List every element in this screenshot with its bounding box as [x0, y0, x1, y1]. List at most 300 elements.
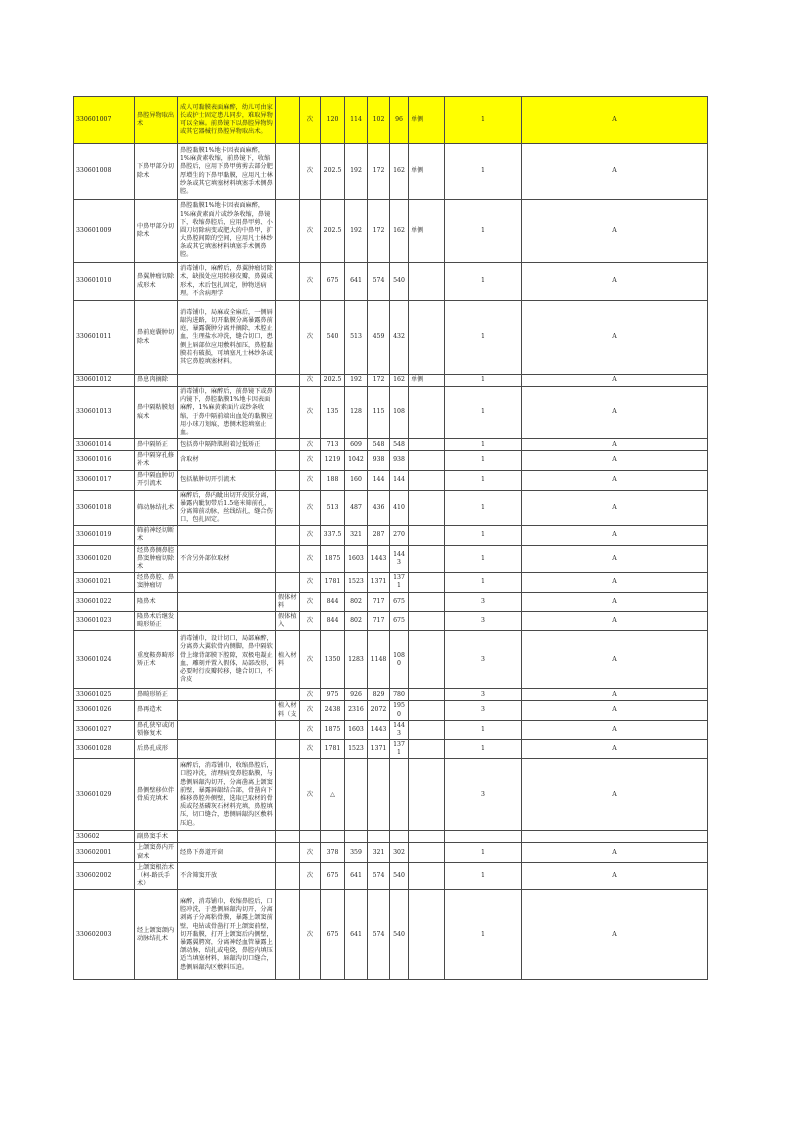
price-level-3-cell: 1443: [368, 720, 390, 739]
category-cell: 3: [445, 611, 522, 630]
item-content-cell: 麻醉后，鼻内眦出切开皮肤分离，暴露内眦韧带后1.5毫米筛前孔，分离筛前动脉，丝线结扎，缝合伤口，包扎固定。: [178, 490, 276, 526]
item-name-cell: 鼻中隔粘膜划痕术: [135, 387, 178, 439]
excluded-material-cell: [276, 263, 300, 301]
price-level-4-cell: [390, 831, 409, 843]
excluded-material-cell: [276, 451, 300, 470]
table-row: [74, 890, 708, 980]
price-level-3-cell: 287: [368, 526, 390, 545]
unit-cell: 次: [300, 720, 321, 739]
price-level-4-cell: 1371: [390, 740, 409, 759]
price-level-3-cell: 436: [368, 490, 390, 526]
item-name-cell: 鼻中隔血肿切开引流术: [135, 470, 178, 490]
price-level-4-cell: 410: [390, 490, 409, 526]
category-cell: 1: [445, 843, 522, 862]
note-cell: [409, 701, 445, 720]
excluded-material-cell: 假体材料: [276, 592, 300, 611]
unit-cell: 次: [300, 890, 321, 980]
excluded-material-cell: [276, 144, 300, 200]
price-level-4-cell: 675: [390, 592, 409, 611]
note-cell: [409, 843, 445, 862]
note-cell: [409, 759, 445, 831]
item-content-cell: [178, 831, 276, 843]
price-level-1-cell: 1781: [321, 740, 345, 759]
item-name-cell: 鼻孔狭窄或闭锁修复术: [135, 720, 178, 739]
price-level-2-cell: 192: [345, 144, 368, 200]
code-cell: 330601018: [74, 490, 135, 526]
item-content-cell: [178, 592, 276, 611]
price-level-1-cell: △: [321, 759, 345, 831]
table-row: [74, 592, 708, 611]
flag-cell: A: [522, 97, 708, 144]
unit-cell: 次: [300, 490, 321, 526]
table-row: [74, 490, 708, 526]
item-name-cell: 重度鞍鼻畸形矫正术: [135, 631, 178, 689]
unit-cell: 次: [300, 862, 321, 890]
code-cell: 330601010: [74, 263, 135, 301]
category-cell: 1: [445, 526, 522, 545]
item-content-cell: [178, 720, 276, 739]
price-level-4-cell: 302: [390, 843, 409, 862]
price-level-3-cell: 1371: [368, 573, 390, 592]
price-level-4-cell: 96: [390, 97, 409, 144]
price-level-4-cell: 780: [390, 689, 409, 701]
flag-cell: A: [522, 740, 708, 759]
note-cell: [409, 720, 445, 739]
table-row: [74, 375, 708, 387]
table-row: [74, 470, 708, 490]
category-cell: 1: [445, 97, 522, 144]
unit-cell: 次: [300, 200, 321, 263]
price-level-1-cell: 1875: [321, 720, 345, 739]
note-cell: [409, 862, 445, 890]
item-content-cell: 麻醉，消毒铺巾，收缩鼻腔后，口腔冲洗，于患侧唇龈沟切开，分离剥离子分离粘骨膜，暴露上颌窦前壁，电钻或骨凿打开上颌窦前壁，切开黏膜，打开上颌窦后内侧壁，暴露翼腭窝，分离神经血管暴露上颌动脉，结扎或电烧，鼻腔内填压适当填塞材料，唇龈沟切口缝合，患侧唇龈沟区敷料压迫。: [178, 890, 276, 980]
unit-cell: 次: [300, 759, 321, 831]
unit-cell: 次: [300, 439, 321, 451]
item-name-cell: 上颌窦鼻内开窗术: [135, 843, 178, 862]
code-cell: 330601023: [74, 611, 135, 630]
excluded-material-cell: [276, 843, 300, 862]
unit-cell: 次: [300, 526, 321, 545]
category-cell: 1: [445, 387, 522, 439]
price-level-1-cell: 1350: [321, 631, 345, 689]
excluded-material-cell: [276, 689, 300, 701]
price-level-2-cell: 1603: [345, 720, 368, 739]
code-cell: 330601029: [74, 759, 135, 831]
price-level-2-cell: [345, 831, 368, 843]
price-level-4-cell: 270: [390, 526, 409, 545]
code-cell: 330601028: [74, 740, 135, 759]
item-name-cell: 鼻再造术: [135, 701, 178, 720]
price-level-1-cell: 675: [321, 263, 345, 301]
price-level-2-cell: 487: [345, 490, 368, 526]
note-cell: [409, 301, 445, 375]
item-name-cell: 中鼻甲部分切除术: [135, 200, 178, 263]
item-content-cell: [178, 701, 276, 720]
flag-cell: A: [522, 301, 708, 375]
item-content-cell: 消毒铺巾，局麻或全麻后，一侧唇龈沟进路，切开黏膜分离暴露鼻前庭，暴露囊肿分离并摘除，术腔止血，生理盐水冲洗，缝合切口，患侧上唇部位应用敷料加压，鼻腔黏膜若有破损，可填塞凡士林纱条或其它鼻腔填塞材料。: [178, 301, 276, 375]
unit-cell: 次: [300, 545, 321, 573]
code-cell: 330601016: [74, 451, 135, 470]
price-level-3-cell: 144: [368, 470, 390, 490]
category-cell: 1: [445, 470, 522, 490]
note-cell: [409, 451, 445, 470]
excluded-material-cell: [276, 490, 300, 526]
price-level-3-cell: 574: [368, 263, 390, 301]
item-name-cell: 筛前神经切断术: [135, 526, 178, 545]
price-level-3-cell: 1443: [368, 545, 390, 573]
price-level-1-cell: 188: [321, 470, 345, 490]
price-level-2-cell: 192: [345, 200, 368, 263]
excluded-material-cell: [276, 439, 300, 451]
item-content-cell: 鼻腔黏膜1%地卡因表面麻醉，1%麻黄素收缩，前鼻镜下，收缩鼻腔后，应用下鼻甲剪剪去部分肥厚增生的下鼻甲黏膜，应用凡士林纱条或其它填塞材料填塞手术侧鼻腔。: [178, 144, 276, 200]
note-cell: 单侧: [409, 97, 445, 144]
code-cell: 330601017: [74, 470, 135, 490]
price-level-1-cell: 513: [321, 490, 345, 526]
excluded-material-cell: [276, 890, 300, 980]
item-content-cell: 包括鼻中隔降肌附着过低矫正: [178, 439, 276, 451]
item-content-cell: [178, 375, 276, 387]
flag-cell: A: [522, 490, 708, 526]
note-cell: [409, 470, 445, 490]
category-cell: 3: [445, 689, 522, 701]
note-cell: [409, 689, 445, 701]
excluded-material-cell: [276, 831, 300, 843]
item-content-cell: 消毒铺巾，麻醉后，鼻翼肿瘤切除术，缺损处应用转移皮瓣，鼻翼成形术，术后包扎固定，肿物送病理。不含病理学: [178, 263, 276, 301]
price-level-4-cell: 548: [390, 439, 409, 451]
price-level-4-cell: 938: [390, 451, 409, 470]
category-cell: 3: [445, 701, 522, 720]
flag-cell: A: [522, 573, 708, 592]
price-level-4-cell: 432: [390, 301, 409, 375]
table-row: [74, 439, 708, 451]
category-cell: 3: [445, 759, 522, 831]
unit-cell: 次: [300, 740, 321, 759]
price-level-4-cell: 540: [390, 263, 409, 301]
code-cell: 330601027: [74, 720, 135, 739]
unit-cell: 次: [300, 592, 321, 611]
table-row: [74, 740, 708, 759]
note-cell: 单侧: [409, 200, 445, 263]
price-level-4-cell: 540: [390, 862, 409, 890]
table-row: [74, 843, 708, 862]
note-cell: [409, 740, 445, 759]
item-name-cell: 经鼻鼻侧鼻腔鼻窦肿瘤切除术: [135, 545, 178, 573]
unit-cell: 次: [300, 573, 321, 592]
flag-cell: A: [522, 526, 708, 545]
price-level-1-cell: 202.5: [321, 200, 345, 263]
price-level-4-cell: 108: [390, 387, 409, 439]
note-cell: [409, 592, 445, 611]
category-cell: 1: [445, 573, 522, 592]
price-level-1-cell: 540: [321, 301, 345, 375]
item-name-cell: 下鼻甲部分切除术: [135, 144, 178, 200]
item-name-cell: 副鼻窦手术: [135, 831, 178, 843]
table-row: [74, 387, 708, 439]
item-content-cell: 消毒铺巾，麻醉后，前鼻镜下或鼻内镜下，鼻腔黏膜1%地卡因表面麻醉，1%麻黄素面片或纱条收缩，于鼻中隔前端出血处的黏膜应用小球刀划痕，患侧术腔填塞止血。: [178, 387, 276, 439]
flag-cell: A: [522, 592, 708, 611]
code-cell: 330601009: [74, 200, 135, 263]
note-cell: [409, 439, 445, 451]
excluded-material-cell: [276, 470, 300, 490]
price-level-3-cell: 2072: [368, 701, 390, 720]
excluded-material-cell: [276, 375, 300, 387]
code-cell: 330601021: [74, 573, 135, 592]
unit-cell: 次: [300, 451, 321, 470]
note-cell: [409, 526, 445, 545]
table-row: [74, 631, 708, 689]
price-level-4-cell: 1371: [390, 573, 409, 592]
code-cell: 330601024: [74, 631, 135, 689]
item-name-cell: 隆鼻术: [135, 592, 178, 611]
flag-cell: A: [522, 144, 708, 200]
flag-cell: A: [522, 263, 708, 301]
price-level-3-cell: [368, 831, 390, 843]
price-level-1-cell: 1875: [321, 545, 345, 573]
flag-cell: A: [522, 759, 708, 831]
flag-cell: A: [522, 631, 708, 689]
unit-cell: 次: [300, 301, 321, 375]
item-name-cell: 鼻侧壁移位伴骨质充填术: [135, 759, 178, 831]
code-cell: 330602001: [74, 843, 135, 862]
price-level-2-cell: 802: [345, 611, 368, 630]
code-cell: 330601026: [74, 701, 135, 720]
note-cell: [409, 573, 445, 592]
table-row: [74, 611, 708, 630]
code-cell: 330602: [74, 831, 135, 843]
price-level-2-cell: 1523: [345, 573, 368, 592]
flag-cell: A: [522, 439, 708, 451]
category-cell: 1: [445, 144, 522, 200]
excluded-material-cell: [276, 301, 300, 375]
price-level-3-cell: 574: [368, 890, 390, 980]
price-level-2-cell: 641: [345, 263, 368, 301]
category-cell: 1: [445, 263, 522, 301]
excluded-material-cell: [276, 200, 300, 263]
price-level-3-cell: 574: [368, 862, 390, 890]
unit-cell: 次: [300, 263, 321, 301]
price-level-4-cell: 1443: [390, 545, 409, 573]
excluded-material-cell: [276, 97, 300, 144]
unit-cell: 次: [300, 701, 321, 720]
price-level-2-cell: [345, 759, 368, 831]
flag-cell: A: [522, 720, 708, 739]
price-level-2-cell: 641: [345, 890, 368, 980]
excluded-material-cell: [276, 720, 300, 739]
price-level-2-cell: 1042: [345, 451, 368, 470]
unit-cell: 次: [300, 97, 321, 144]
note-cell: [409, 263, 445, 301]
category-cell: 1: [445, 545, 522, 573]
item-name-cell: 后鼻孔成形: [135, 740, 178, 759]
flag-cell: A: [522, 470, 708, 490]
table-row: [74, 573, 708, 592]
unit-cell: 次: [300, 631, 321, 689]
code-cell: 330601011: [74, 301, 135, 375]
note-cell: 单侧: [409, 144, 445, 200]
price-level-1-cell: 675: [321, 890, 345, 980]
price-level-4-cell: 162: [390, 144, 409, 200]
price-level-3-cell: 115: [368, 387, 390, 439]
item-content-cell: [178, 689, 276, 701]
category-cell: 3: [445, 592, 522, 611]
table-row: [74, 831, 708, 843]
unit-cell: 次: [300, 375, 321, 387]
excluded-material-cell: [276, 573, 300, 592]
code-cell: 330601019: [74, 526, 135, 545]
item-content-cell: 含取材: [178, 451, 276, 470]
category-cell: 1: [445, 862, 522, 890]
flag-cell: A: [522, 611, 708, 630]
unit-cell: 次: [300, 387, 321, 439]
item-name-cell: 鼻畸形矫正: [135, 689, 178, 701]
table-row: [74, 97, 708, 144]
price-level-3-cell: 938: [368, 451, 390, 470]
price-level-3-cell: 548: [368, 439, 390, 451]
code-cell: 330602003: [74, 890, 135, 980]
flag-cell: A: [522, 387, 708, 439]
item-name-cell: 上颌窦根治术（柯-路氏手术）: [135, 862, 178, 890]
item-name-cell: 鼻中隔穿孔修补术: [135, 451, 178, 470]
price-level-3-cell: 1371: [368, 740, 390, 759]
price-level-1-cell: 202.5: [321, 375, 345, 387]
excluded-material-cell: [276, 740, 300, 759]
code-cell: 330602002: [74, 862, 135, 890]
code-cell: 330601014: [74, 439, 135, 451]
code-cell: 330601013: [74, 387, 135, 439]
unit-cell: 次: [300, 843, 321, 862]
excluded-material-cell: 植入材料（支: [276, 701, 300, 720]
price-level-4-cell: 1080: [390, 631, 409, 689]
flag-cell: A: [522, 689, 708, 701]
excluded-material-cell: 植入材料: [276, 631, 300, 689]
excluded-material-cell: [276, 526, 300, 545]
price-level-3-cell: 1148: [368, 631, 390, 689]
table-row: [74, 759, 708, 831]
flag-cell: A: [522, 843, 708, 862]
price-level-4-cell: 540: [390, 890, 409, 980]
category-cell: 3: [445, 631, 522, 689]
table-row: [74, 720, 708, 739]
excluded-material-cell: [276, 387, 300, 439]
excluded-material-cell: [276, 759, 300, 831]
fee-table: [73, 96, 708, 980]
price-level-1-cell: 135: [321, 387, 345, 439]
note-cell: [409, 631, 445, 689]
price-level-3-cell: 717: [368, 592, 390, 611]
item-content-cell: 经鼻下鼻道开窗: [178, 843, 276, 862]
table-row: [74, 263, 708, 301]
price-level-1-cell: 337.5: [321, 526, 345, 545]
excluded-material-cell: [276, 862, 300, 890]
excluded-material-cell: 假体植入: [276, 611, 300, 630]
table-row: [74, 689, 708, 701]
flag-cell: [522, 831, 708, 843]
price-level-1-cell: 844: [321, 592, 345, 611]
category-cell: 1: [445, 200, 522, 263]
category-cell: 1: [445, 720, 522, 739]
table-row: [74, 144, 708, 200]
item-content-cell: [178, 740, 276, 759]
note-cell: 单侧: [409, 375, 445, 387]
item-name-cell: 隆鼻术后继发畸形矫正: [135, 611, 178, 630]
category-cell: [445, 831, 522, 843]
note-cell: [409, 387, 445, 439]
table-row: [74, 451, 708, 470]
price-level-3-cell: 102: [368, 97, 390, 144]
category-cell: 1: [445, 375, 522, 387]
category-cell: 1: [445, 490, 522, 526]
item-content-cell: [178, 526, 276, 545]
item-name-cell: 鼻翼肿瘤切除成形术: [135, 263, 178, 301]
item-content-cell: 消毒铺巾，设计切口，局部麻醉，分离鼻大翼软骨内侧脚，鼻中隔软骨上缘背部膜下腔隙，双极电凝止血，雕刻并置入假体，局部改形，必要时行皮瓣转移，缝合切口，不含皮: [178, 631, 276, 689]
price-level-1-cell: 1219: [321, 451, 345, 470]
unit-cell: 次: [300, 470, 321, 490]
price-level-3-cell: 172: [368, 144, 390, 200]
price-level-2-cell: 114: [345, 97, 368, 144]
item-content-cell: 不含另外部位取材: [178, 545, 276, 573]
code-cell: 330601012: [74, 375, 135, 387]
price-level-3-cell: 829: [368, 689, 390, 701]
flag-cell: A: [522, 451, 708, 470]
category-cell: 1: [445, 890, 522, 980]
item-name-cell: 筛动脉结扎术: [135, 490, 178, 526]
category-cell: 1: [445, 451, 522, 470]
price-level-4-cell: [390, 759, 409, 831]
item-name-cell: 经鼻鼻腔、鼻窦肿瘤切: [135, 573, 178, 592]
price-level-1-cell: 120: [321, 97, 345, 144]
item-name-cell: 鼻腔异物取出术: [135, 97, 178, 144]
price-level-2-cell: 1283: [345, 631, 368, 689]
price-level-1-cell: 202.5: [321, 144, 345, 200]
code-cell: 330601020: [74, 545, 135, 573]
price-level-2-cell: 2316: [345, 701, 368, 720]
item-name-cell: 鼻息肉摘除: [135, 375, 178, 387]
code-cell: 330601022: [74, 592, 135, 611]
price-level-2-cell: 321: [345, 526, 368, 545]
item-content-cell: 麻醉后，消毒铺巾，收缩鼻腔后，口腔冲洗，清理病变鼻腔黏膜，与患侧唇龈沟切开，分离凿离上颌窦前壁，暴露唇龈结合部，骨凿向下推移鼻腔外侧壁，选取已取材的骨质或羟基磷灰石材料充填，鼻腔填压，切口缝合，患侧唇龈沟区敷料压迫。: [178, 759, 276, 831]
price-level-2-cell: 641: [345, 862, 368, 890]
price-level-2-cell: 359: [345, 843, 368, 862]
price-level-4-cell: 675: [390, 611, 409, 630]
flag-cell: A: [522, 890, 708, 980]
flag-cell: A: [522, 375, 708, 387]
table-row: [74, 862, 708, 890]
price-level-2-cell: 609: [345, 439, 368, 451]
flag-cell: A: [522, 701, 708, 720]
price-level-3-cell: 321: [368, 843, 390, 862]
table-row: [74, 545, 708, 573]
flag-cell: A: [522, 200, 708, 263]
price-level-3-cell: 459: [368, 301, 390, 375]
category-cell: 1: [445, 740, 522, 759]
price-level-1-cell: 844: [321, 611, 345, 630]
price-level-2-cell: 1523: [345, 740, 368, 759]
table-row: [74, 301, 708, 375]
price-level-2-cell: 802: [345, 592, 368, 611]
item-content-cell: 不含筛窦开放: [178, 862, 276, 890]
price-level-1-cell: 378: [321, 843, 345, 862]
unit-cell: 次: [300, 144, 321, 200]
unit-cell: 次: [300, 689, 321, 701]
note-cell: [409, 611, 445, 630]
unit-cell: 次: [300, 611, 321, 630]
item-content-cell: 成人可黏膜表面麻醉，幼儿可由家长或护士固定患儿同步，难取异物可以全麻。前鼻镜下以鼻腔异物钩或其它器械行鼻腔异物取出术。: [178, 97, 276, 144]
category-cell: 1: [445, 301, 522, 375]
price-level-4-cell: 162: [390, 200, 409, 263]
note-cell: [409, 890, 445, 980]
table-row: [74, 526, 708, 545]
price-level-4-cell: 1950: [390, 701, 409, 720]
